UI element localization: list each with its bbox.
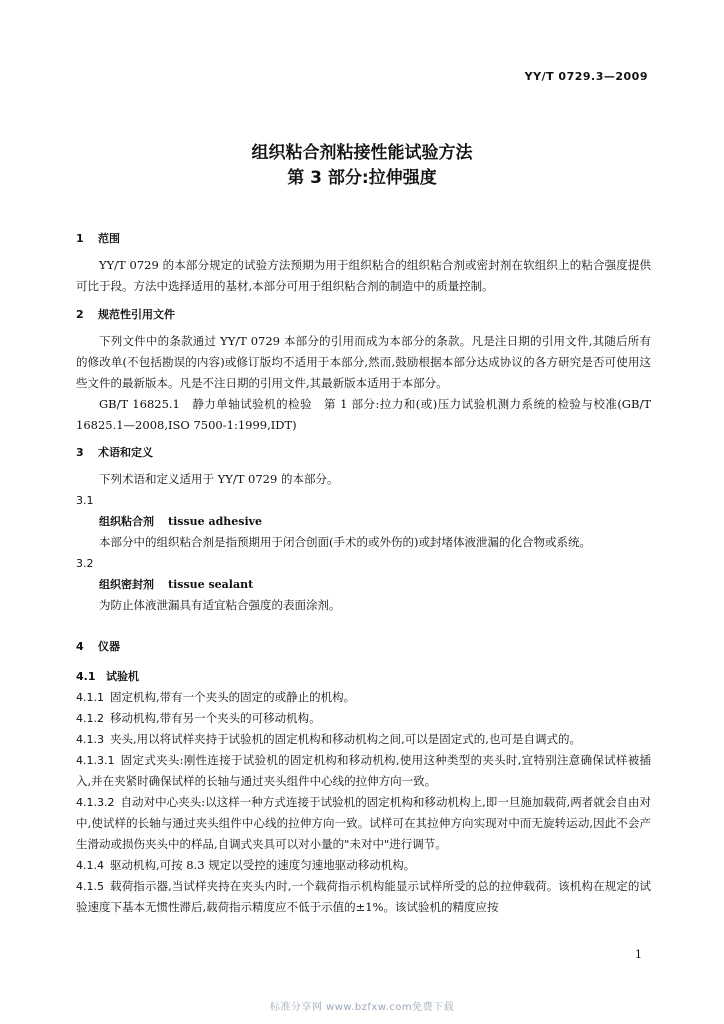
section-heading: 4 仪器 [76,640,120,653]
clause: 4.1.1 固定机构,带有一个夹头的固定的或静止的机构。 [76,690,356,704]
term-entry: 组织密封剂 tissue sealant [99,578,254,591]
paragraph: 下列术语和定义适用于 YY/T 0729 的本部分。 [99,472,339,486]
term-entry: 组织粘合剂 tissue adhesive [99,515,263,528]
term-definition: 本部分中的组织粘合剂是指预期用于闭合创面(手术的或外伤的)或封堵体液泄漏的化合物或系统。 [99,535,591,549]
clause: 4.1.5 载荷指示器,当试样夹持在夹头内时,一个载荷指示机构能显示试样所受的总的拉伸载荷。该机构在规定的试验速度下基本无惯性滞后,载荷指示精度应不低于示值的±1%。该试验机的精度应按 [76,879,651,914]
reference-entry: GB/T 16825.1 静力单轴试验机的检验 第 1 部分:拉力和(或)压力试验机测力系统的检验与校准(GB/T 16825.1—2008,ISO 7500-1:1999,IDT) [76,397,651,432]
clause: 4.1.3.1 固定式夹头:刚性连接于试验机的固定机构和移动机构,使用这种类型的夹头时,宜特别注意确保试样被插入,并在夹紧时确保试样的长轴与通过夹头组件中心线的拉伸方向一致。 [76,753,651,788]
paragraph: 下列文件中的条款通过 YY/T 0729 本部分的引用而成为本部分的条款。凡是注日期的引用文件,其随后所有的修改单(不包括勘误的内容)或修订版均不适用于本部分,然而,鼓励根据本部分达成协议的各方研究是否可使用这些文件的最新版本。凡是不注日期的引用文件,其最新版本适用于本部分。 [76,334,651,390]
section-apparatus [76,636,651,918]
subsection-heading: 4.1 试验机 [76,670,139,683]
clause: 4.1.3 夹头,用以将试样夹持于试验机的固定机构和移动机构之间,可以是固定式的,也可是自调式的。 [76,732,581,746]
section-terms [76,442,651,616]
paragraph: YY/T 0729 的本部分规定的试验方法预期为用于组织粘合的组织粘合剂或密封剂在软组织上的粘合强度提供可比于段。方法中选择适用的基材,本部分可用于组织粘合剂的制造中的质量控制。 [76,258,651,293]
standard-code: YY/T 0729.3—2009 [524,70,648,83]
document-title: 组织粘合剂粘接性能试验方法 [251,143,473,163]
page-number: 1 [635,948,642,961]
term-definition: 为防止体液泄漏具有适宜粘合强度的表面涂剂。 [99,598,341,612]
term-number: 3.1 [76,494,94,507]
clause: 4.1.4 驱动机构,可按 8.3 规定以受控的速度匀速地驱动移动机构。 [76,858,416,872]
watermark-footer: 标准分享网 www.bzfxw.com免费下载 [269,1002,455,1013]
clause: 4.1.3.2 自动对中心夹头:以这样一种方式连接于试验机的固定机构和移动机构上,即一旦施加载荷,两者就会自由对中,使试样的长轴与通过夹头组件中心线的拉伸方向一致。试样可在其拉伸方向实现对中而无旋转运动,因此不会产生滑动或损伤夹头中的样品,自调式夹具可以对小量的"未对中"进行调节。 [76,795,651,851]
term-number: 3.2 [76,557,94,570]
section-heading: 2 规范性引用文件 [76,308,175,321]
section-heading: 1 范围 [76,232,120,245]
section-normative-references [76,304,651,436]
section-heading: 3 术语和定义 [76,446,153,459]
clause: 4.1.2 移动机构,带有另一个夹头的可移动机构。 [76,711,321,725]
section-scope [76,228,651,297]
document-subtitle: 第 3 部分:拉伸强度 [287,168,437,188]
